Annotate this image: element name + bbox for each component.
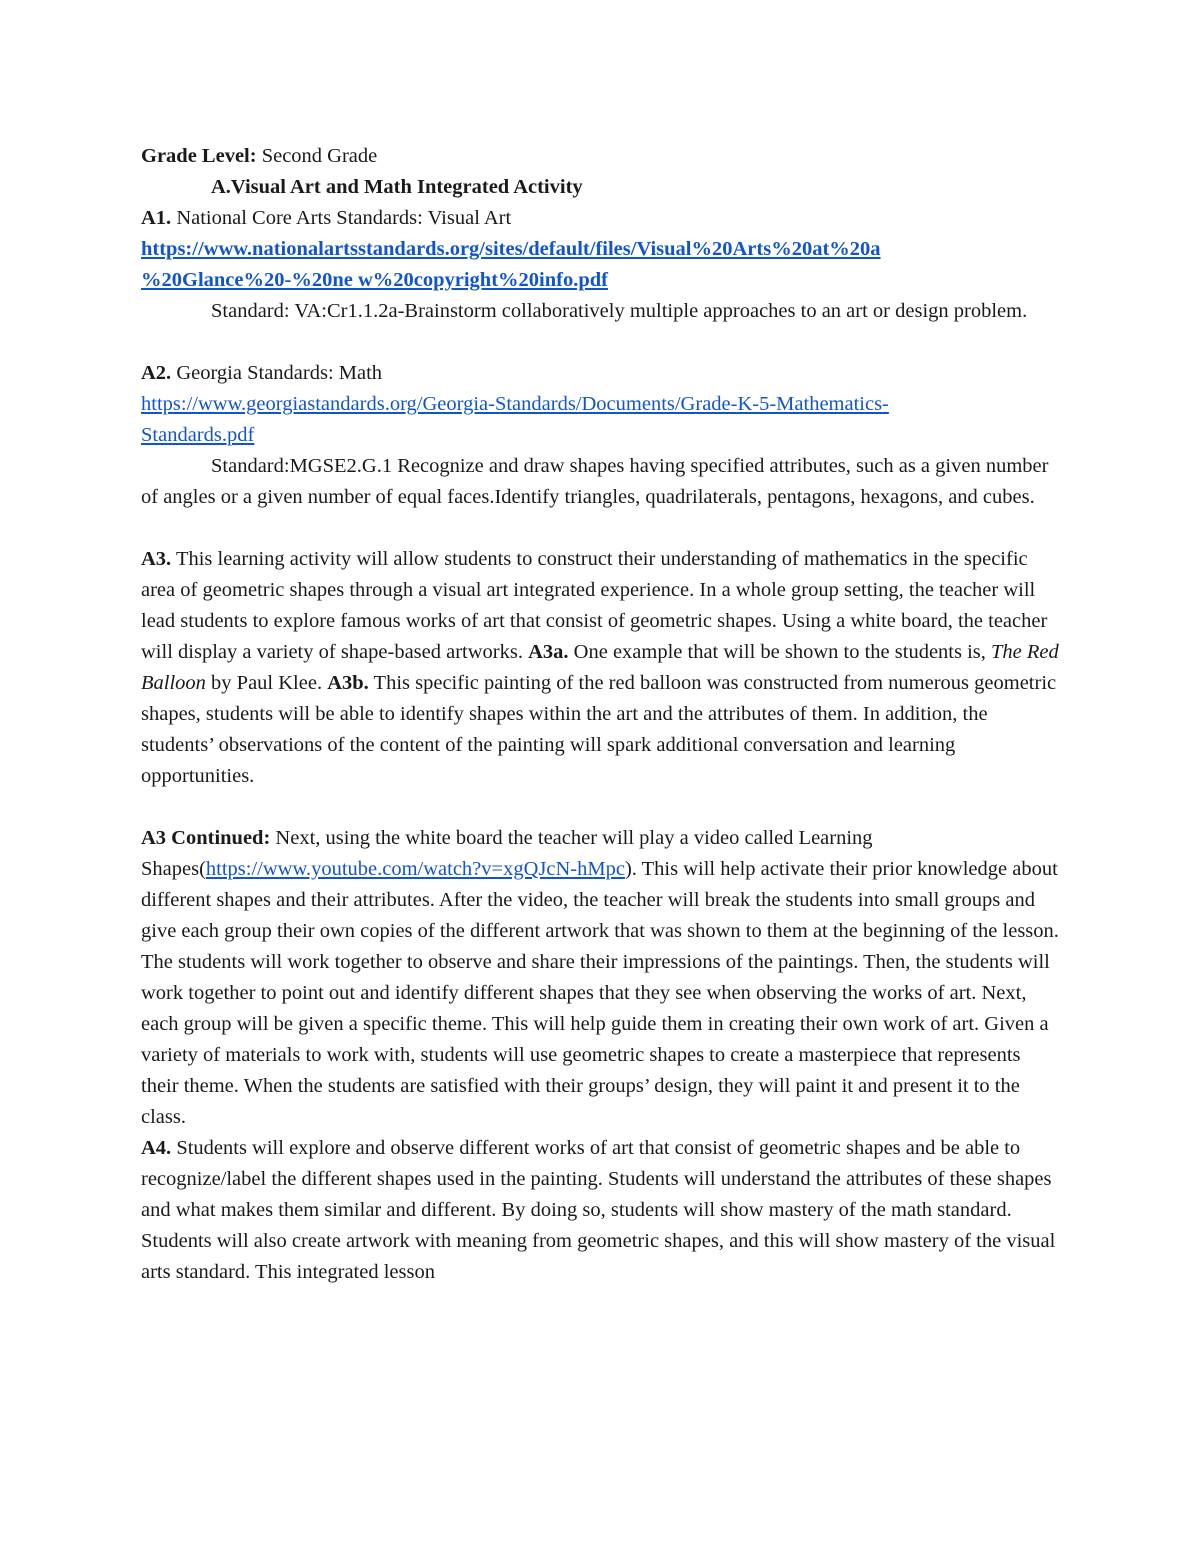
paragraph-spacer	[141, 792, 1061, 823]
a3-continued-text-2: ). This will help activate their prior knowledge about different shapes and their attributes. After the video, the teacher will break the students into small groups and give each group their own copies of the different artwork that was shown to them at the beginning of the lesson. The students will work together to observe and share their impressions of the paintings. Then, the students will work together to point out and identify different shapes that they see when observing the works of art. Next, each group will be given a specific theme. This will help guide them in creating their own work of art. Given a variety of materials to work with, students will use geometric shapes to create a masterpiece that represents their theme. When the students are satisfied with their groups’ design, they will paint it and present it to the class.	[141, 858, 1059, 1128]
georgia-standards-link[interactable]: https://www.georgiastandards.org/Georgia-Standards/Documents/Grade-K-5-Mathematics-	[141, 393, 889, 415]
a1-standard: Standard: VA:Cr1.1.2a-Brainstorm collaboratively multiple approaches to an art or design problem.	[211, 300, 1028, 322]
paragraph-spacer	[141, 327, 1061, 358]
a3-paragraph	[141, 544, 1061, 792]
a3-label: A3.	[141, 548, 172, 570]
a2-standard: Standard:MGSE2.G.1 Recognize and draw shapes having specified attributes, such as a given number of angles or a given number of equal faces.Identify triangles, quadrilaterals, pentagons, hexagons, and cubes.	[141, 455, 1049, 508]
grade-level-label: Grade Level:	[141, 145, 257, 167]
a4-label: A4.	[141, 1137, 172, 1159]
a3-continued-label: A3 Continued:	[141, 827, 271, 849]
a1-url-line-1	[141, 234, 1061, 265]
national-arts-standards-link[interactable]: https://www.nationalartsstandards.org/sites/default/files/Visual%20Arts%20at%20a	[141, 238, 881, 260]
a3-text-1: This learning activity will allow students to construct their understanding of mathematics in the specific area of geometric shapes through a visual art integrated experience. In a whole group setting, the teacher will lead students to explore famous works of art that consist of geometric shapes. Using a white board, the teacher will display a variety of shape-based artworks.	[141, 548, 1048, 663]
a2-url-line-2	[141, 420, 1061, 451]
a2-heading	[141, 358, 1061, 389]
a1-label: A1.	[141, 207, 172, 229]
paragraph-spacer	[141, 513, 1061, 544]
a3a-label: A3a.	[528, 641, 569, 663]
a3-text-2: One example that will be shown to the students is,	[568, 641, 992, 663]
georgia-standards-link-continued[interactable]: Standards.pdf	[141, 424, 255, 446]
a1-url-line-2	[141, 265, 1061, 296]
grade-level-value: Second Grade	[256, 145, 378, 167]
a2-url-line-1	[141, 389, 1061, 420]
section-title: A.Visual Art and Math Integrated Activity	[211, 176, 583, 198]
a3-continued-paragraph	[141, 823, 1061, 1133]
a1-title: National Core Arts Standards: Visual Art	[171, 207, 512, 229]
a4-text: Students will explore and observe different works of art that consist of geometric shapes and be able to recognize/label the different shapes used in the painting. Students will understand the attributes of these shapes and what makes them similar and different. By doing so, students will show mastery of the math standard. Students will also create artwork with meaning from geometric shapes, and this will show mastery of the visual arts standard. This integrated lesson	[141, 1137, 1056, 1283]
a4-paragraph	[141, 1133, 1061, 1288]
artwork-title: The Red Balloon	[141, 641, 1059, 694]
a3-text-4: This specific painting of the red balloon was constructed from numerous geometric shapes, students will be able to identify shapes within the art and the attributes of them. In addition, the students’ observations of the content of the painting will spark additional conversation and learning opportunities.	[141, 672, 1057, 787]
youtube-video-link[interactable]: https://www.youtube.com/watch?v=xgQJcN-hMpc	[205, 858, 625, 880]
a3-text-3: by Paul Klee.	[205, 672, 328, 694]
a1-heading	[141, 203, 1061, 234]
a3b-label: A3b.	[327, 672, 369, 694]
a2-title: Georgia Standards: Math	[171, 362, 383, 384]
grade-level-line	[141, 141, 1061, 172]
document-page	[141, 141, 1061, 1288]
national-arts-standards-link-continued[interactable]: %20Glance%20-%20ne w%20copyright%20info.pdf	[141, 269, 608, 291]
a2-label: A2.	[141, 362, 172, 384]
a3-continued-text-1: Next, using the white board the teacher will play a video called Learning Shapes(	[141, 827, 873, 880]
